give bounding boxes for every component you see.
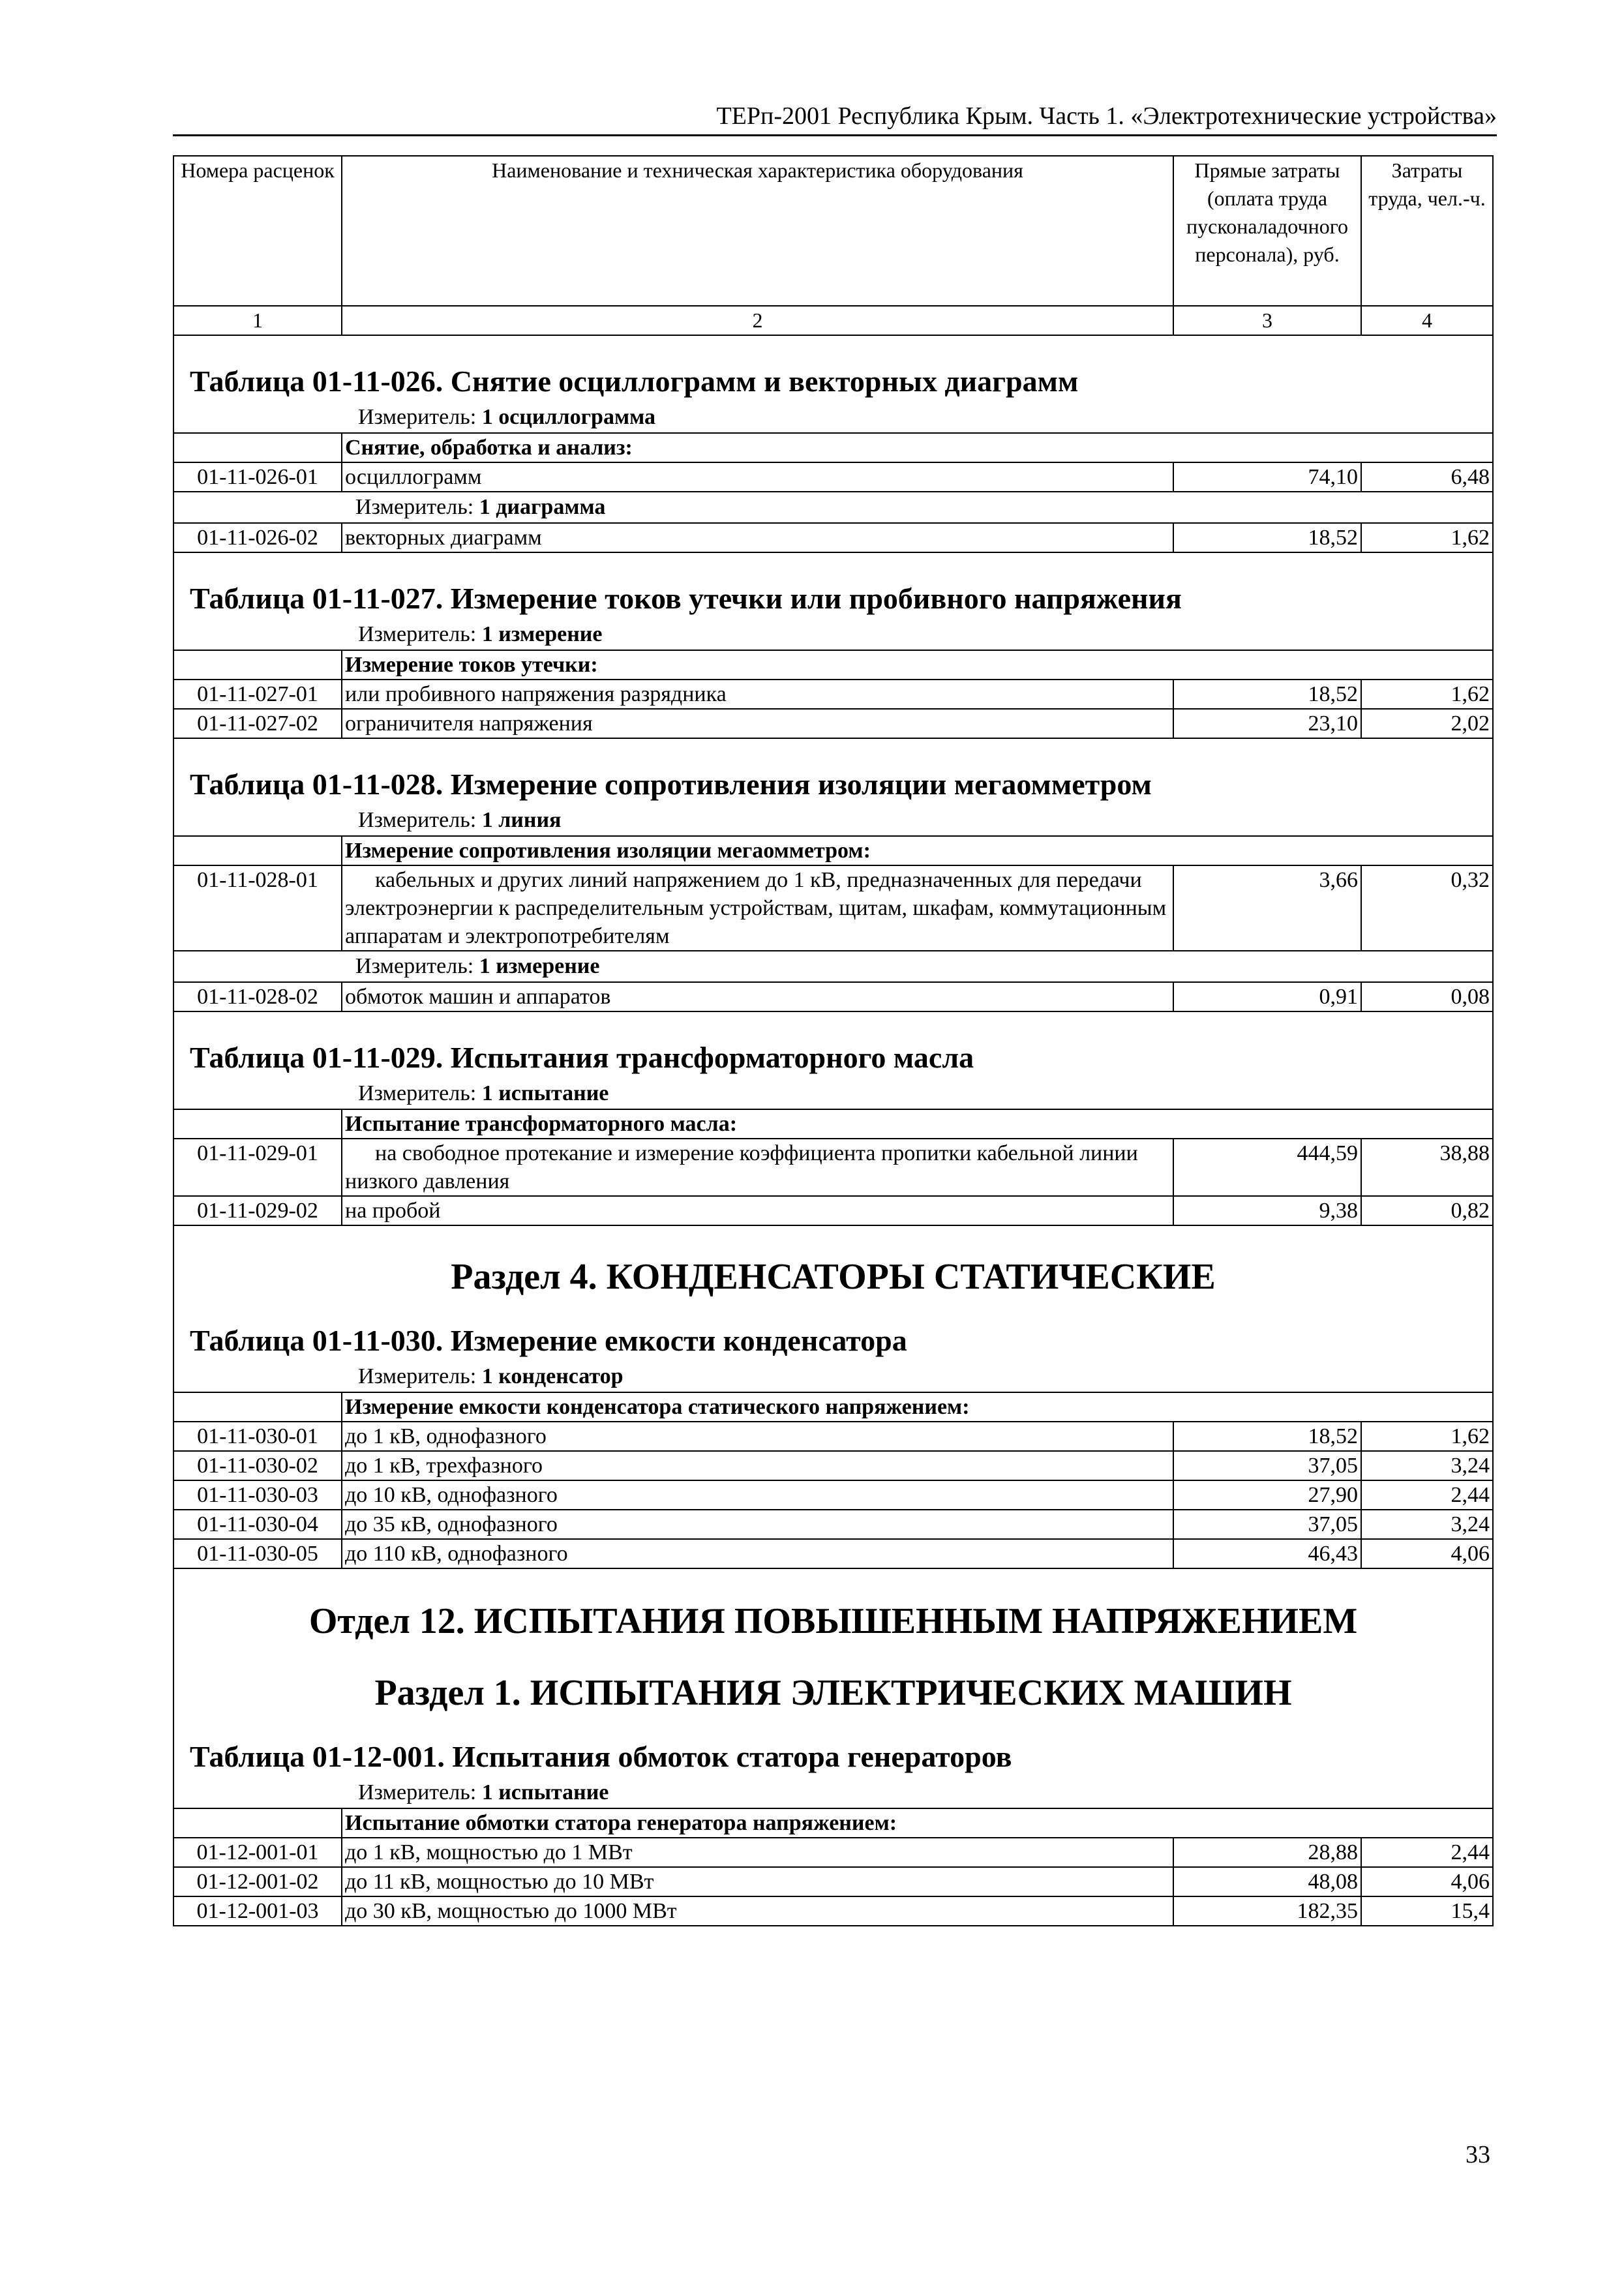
rate-code: 01-11-030-03 [173, 1480, 342, 1510]
measure-unit: Измеритель: 1 измерение [358, 622, 603, 646]
col-header-labor: Затраты труда, чел.-ч. [1361, 156, 1493, 306]
table-row [173, 1196, 1493, 1225]
measure-unit: Измеритель: 1 диаграмма [355, 495, 606, 519]
measure-unit: Измеритель: 1 измерение [355, 954, 600, 978]
group-row [173, 1392, 1493, 1422]
group-label: Измерение токов утечки: [342, 650, 1493, 680]
rate-code: 01-11-029-02 [173, 1196, 342, 1225]
table-row [173, 680, 1493, 709]
rate-name: векторных диаграмм [342, 523, 1173, 552]
rate-labor: 2,44 [1361, 1838, 1493, 1867]
page-header [173, 98, 1497, 136]
table-row [173, 709, 1493, 738]
table-title-row [173, 1225, 1493, 1392]
rate-name: до 1 кВ, трехфазного [342, 1451, 1173, 1480]
rate-code: 01-11-029-01 [173, 1139, 342, 1196]
section-heading: Раздел 4. КОНДЕНСАТОРЫ СТАТИЧЕСКИЕ [451, 1257, 1216, 1297]
table-row [173, 462, 1493, 492]
table-row [173, 1838, 1493, 1867]
table-row [173, 1480, 1493, 1510]
group-label: Измерение емкости конденсатора статического напряжением: [342, 1392, 1493, 1422]
rate-code: 01-12-001-03 [173, 1896, 342, 1926]
rate-cost: 18,52 [1173, 1422, 1361, 1451]
group-label: Испытание трансформаторного масла: [342, 1109, 1493, 1139]
group-row [173, 836, 1493, 865]
table-row [173, 1451, 1493, 1480]
rate-cost: 444,59 [1173, 1139, 1361, 1196]
group-row [173, 1808, 1493, 1838]
table-title-row [173, 335, 1493, 433]
group-label: Испытание обмотки статора генератора напряжением: [342, 1808, 1493, 1838]
rate-cost: 182,35 [1173, 1896, 1361, 1926]
rate-cost: 46,43 [1173, 1539, 1361, 1568]
measure-unit: Измеритель: 1 линия [358, 808, 562, 832]
table-row [173, 1896, 1493, 1926]
measure-row [173, 951, 1493, 982]
col-number-2: 2 [342, 306, 1173, 335]
rate-cost: 3,66 [1173, 865, 1361, 951]
table-row [173, 1510, 1493, 1539]
table-row [173, 982, 1493, 1011]
section-heading: Раздел 1. ИСПЫТАНИЯ ЭЛЕКТРИЧЕСКИХ МАШИН [374, 1673, 1292, 1713]
rate-name: на свободное протекание и измерение коэффициента пропитки кабельной линии низкого давления [342, 1139, 1173, 1196]
rate-cost: 28,88 [1173, 1838, 1361, 1867]
table-row [173, 1139, 1493, 1196]
rate-labor: 1,62 [1361, 1422, 1493, 1451]
rate-labor: 0,08 [1361, 982, 1493, 1011]
rate-cost: 37,05 [1173, 1510, 1361, 1539]
col-header-cost: Прямые затраты (оплата труда пусконаладочного персонала), руб. [1173, 156, 1361, 306]
table-title-row [173, 738, 1493, 836]
rate-labor: 3,24 [1361, 1510, 1493, 1539]
rates-table [173, 155, 1494, 1926]
table-title: Таблица 01-11-030. Измерение емкости конденсатора [190, 1324, 907, 1357]
rate-code: 01-12-001-01 [173, 1838, 342, 1867]
table-title-row [173, 1011, 1493, 1109]
table-title: Таблица 01-11-026. Снятие осциллограмм и векторных диаграмм [190, 365, 1079, 398]
rate-name: до 1 кВ, однофазного [342, 1422, 1173, 1451]
rate-name: на пробой [342, 1196, 1173, 1225]
table-title: Таблица 01-11-029. Испытания трансформаторного масла [190, 1041, 974, 1074]
rate-labor: 1,62 [1361, 680, 1493, 709]
rate-labor: 0,32 [1361, 865, 1493, 951]
document-title: ТЕРп-2001 Республика Крым. Часть 1. «Электротехнические устройства» [716, 102, 1497, 130]
table-title: Таблица 01-11-027. Измерение токов утечки или пробивного напряжения [190, 582, 1182, 615]
rate-name: осциллограмм [342, 462, 1173, 492]
table-row [173, 1422, 1493, 1451]
rates-table-frame [173, 155, 1492, 2069]
col-header-code: Номера расценок [173, 156, 342, 306]
column-header-row [173, 156, 1493, 306]
group-row [173, 650, 1493, 680]
page-number: 33 [1466, 2141, 1490, 2168]
group-label: Измерение сопротивления изоляции мегаомметром: [342, 836, 1493, 865]
group-label: Снятие, обработка и анализ: [342, 433, 1493, 462]
measure-unit: Измеритель: 1 испытание [358, 1780, 609, 1804]
measure-unit: Измеритель: 1 осциллограмма [358, 405, 656, 429]
rate-labor: 4,06 [1361, 1539, 1493, 1568]
rate-code: 01-11-030-01 [173, 1422, 342, 1451]
table-row [173, 1867, 1493, 1896]
division-heading: Отдел 12. ИСПЫТАНИЯ ПОВЫШЕННЫМ НАПРЯЖЕНИЕМ [308, 1601, 1358, 1641]
measure-unit: Измеритель: 1 конденсатор [358, 1364, 624, 1388]
table-title: Таблица 01-11-028. Измерение сопротивления изоляции мегаомметром [190, 768, 1152, 801]
rate-code: 01-11-030-05 [173, 1539, 342, 1568]
measure-unit: Измеритель: 1 испытание [358, 1081, 609, 1105]
rate-labor: 2,44 [1361, 1480, 1493, 1510]
group-row [173, 1109, 1493, 1139]
rate-name: до 30 кВ, мощностью до 1000 МВт [342, 1896, 1173, 1926]
table-row [173, 1539, 1493, 1568]
rate-cost: 27,90 [1173, 1480, 1361, 1510]
rate-cost: 23,10 [1173, 709, 1361, 738]
col-number-1: 1 [173, 306, 342, 335]
rate-name: до 10 кВ, однофазного [342, 1480, 1173, 1510]
rate-cost: 74,10 [1173, 462, 1361, 492]
rate-code: 01-11-030-04 [173, 1510, 342, 1539]
rate-name: до 35 кВ, однофазного [342, 1510, 1173, 1539]
rate-labor: 38,88 [1361, 1139, 1493, 1196]
rate-code: 01-11-026-02 [173, 523, 342, 552]
table-title: Таблица 01-12-001. Испытания обмоток статора генераторов [190, 1740, 1012, 1773]
table-row [173, 865, 1493, 951]
rate-cost: 48,08 [1173, 1867, 1361, 1896]
rate-name: ограничителя напряжения [342, 709, 1173, 738]
column-number-row [173, 306, 1493, 335]
col-number-3: 3 [1173, 306, 1361, 335]
table-title-row [173, 552, 1493, 650]
rate-name: или пробивного напряжения разрядника [342, 680, 1173, 709]
rate-labor: 1,62 [1361, 523, 1493, 552]
rate-labor: 15,4 [1361, 1896, 1493, 1926]
rate-name: кабельных и других линий напряжением до 1 кВ, предназначенных для передачи электроэнергии к распределительным устройствам, щитам, шкафам, коммутационным аппаратам и электропотребителям [342, 865, 1173, 951]
rate-name: до 11 кВ, мощностью до 10 МВт [342, 1867, 1173, 1896]
table-title-row [173, 1568, 1493, 1808]
measure-row [173, 492, 1493, 523]
rate-code: 01-11-028-02 [173, 982, 342, 1011]
col-number-4: 4 [1361, 306, 1493, 335]
rate-code: 01-11-030-02 [173, 1451, 342, 1480]
rate-labor: 0,82 [1361, 1196, 1493, 1225]
col-header-name: Наименование и техническая характеристика оборудования [342, 156, 1173, 306]
rate-labor: 3,24 [1361, 1451, 1493, 1480]
table-row [173, 523, 1493, 552]
rate-code: 01-11-026-01 [173, 462, 342, 492]
rate-code: 01-11-028-01 [173, 865, 342, 951]
rate-name: до 110 кВ, однофазного [342, 1539, 1173, 1568]
rate-code: 01-12-001-02 [173, 1867, 342, 1896]
rate-labor: 6,48 [1361, 462, 1493, 492]
rate-name: до 1 кВ, мощностью до 1 МВт [342, 1838, 1173, 1867]
rate-cost: 18,52 [1173, 680, 1361, 709]
rate-code: 01-11-027-02 [173, 709, 342, 738]
rate-labor: 2,02 [1361, 709, 1493, 738]
rate-cost: 9,38 [1173, 1196, 1361, 1225]
rate-name: обмоток машин и аппаратов [342, 982, 1173, 1011]
rate-cost: 37,05 [1173, 1451, 1361, 1480]
rate-labor: 4,06 [1361, 1867, 1493, 1896]
group-row [173, 433, 1493, 462]
rate-cost: 18,52 [1173, 523, 1361, 552]
rate-code: 01-11-027-01 [173, 680, 342, 709]
rate-cost: 0,91 [1173, 982, 1361, 1011]
